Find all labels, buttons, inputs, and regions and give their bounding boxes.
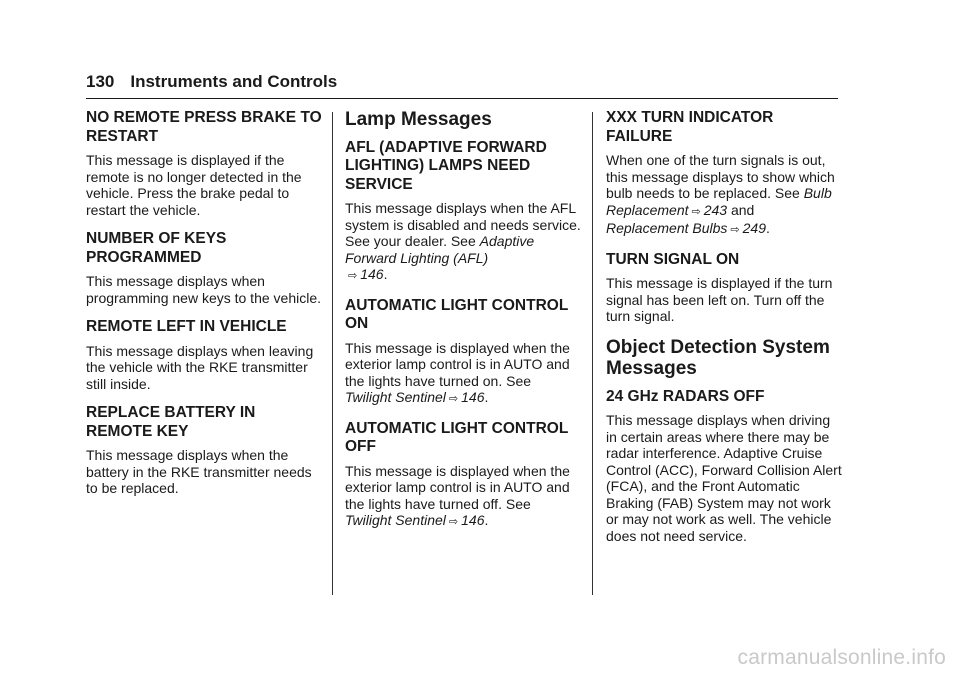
cross-reference-link[interactable]: Replacement Bulbs xyxy=(606,220,728,236)
major-section-title: Lamp Messages xyxy=(345,109,492,130)
cross-reference-link[interactable]: Bulb Replacement xyxy=(606,185,832,218)
page-reference[interactable]: 243 xyxy=(703,201,728,218)
column-1 xyxy=(86,109,322,509)
column-3 xyxy=(606,109,842,556)
page-number: 130 xyxy=(86,72,115,91)
column-divider xyxy=(332,112,333,595)
page-reference[interactable]: 146 xyxy=(461,512,485,528)
page-reference[interactable]: 146 xyxy=(461,389,485,405)
column-divider xyxy=(592,112,593,595)
chapter-title: Instruments and Controls xyxy=(130,72,338,91)
page-ref-arrow-icon: ⇨ xyxy=(691,205,701,218)
cross-reference-link[interactable]: Twilight Sentinel xyxy=(345,512,446,528)
watermark: carmanualsonline.info xyxy=(737,646,946,669)
section-body: This message is displayed when the exterior lamp control is in AUTO and the lights have turned off. See Twilight Sentinel ⇨ 146. xyxy=(345,462,570,528)
section-heading: AUTOMATIC LIGHT CONTROL ON xyxy=(345,296,569,332)
section-heading: TURN SIGNAL ON xyxy=(606,250,740,268)
section-heading: REPLACE BATTERY IN REMOTE KEY xyxy=(86,404,256,440)
page-ref-arrow-icon: ⇨ xyxy=(348,270,358,282)
cross-reference-link[interactable]: Twilight Sentinel xyxy=(345,389,446,405)
section-body: This message is displayed when the exterior lamp control is in AUTO and the lights have turned on. See Twilight Sentinel ⇨ 146. xyxy=(345,339,570,405)
section-body: This message is displayed if the remote is no longer detected in the vehicle. Press the brake pedal to restart the vehicle. xyxy=(86,152,302,218)
section-heading: 24 GHz RADARS OFF xyxy=(606,387,765,405)
page-reference[interactable]: 146 xyxy=(360,266,384,282)
page-ref-arrow-icon: ⇨ xyxy=(730,224,740,236)
section-heading: REMOTE LEFT IN VEHICLE xyxy=(86,318,287,335)
major-section-title: Object Detection System Messages xyxy=(606,336,830,379)
page-reference[interactable]: 249 xyxy=(742,220,766,236)
section-body: This message displays when the battery in the RKE transmitter needs to be replaced. xyxy=(86,447,312,496)
section-heading: AFL (ADAPTIVE FORWARD LIGHTING) LAMPS NEED SERVICE xyxy=(345,138,547,193)
cross-reference-link[interactable]: Adaptive Forward Lighting (AFL) xyxy=(345,233,535,266)
section-body: This message displays when driving in certain areas where there may be radar interference. Adaptive Cruise Control (ACC), Forward Collision Alert (FCA), and the Front Automatic Braking (FAB) System may not work or may not work as well. The vehicle does not need service. xyxy=(606,412,842,544)
section-heading: NO REMOTE PRESS BRAKE TO RESTART xyxy=(86,109,322,145)
section-body: This message is displayed if the turn signal has been left on. Turn off the turn signal. xyxy=(606,275,833,324)
section-heading: XXX TURN INDICATOR FAILURE xyxy=(606,109,774,145)
page-header xyxy=(86,72,838,92)
page-ref-arrow-icon: ⇨ xyxy=(448,393,459,405)
header-rule xyxy=(86,98,838,99)
page-ref-arrow-icon: ⇨ xyxy=(448,516,459,528)
section-body: This message displays when the AFL system is disabled and needs service. See your dealer. See Adaptive Forward Lighting (AFL) ⇨ 146. xyxy=(345,200,581,282)
section-body: This message displays when programming new keys to the vehicle. xyxy=(86,273,321,306)
section-heading: AUTOMATIC LIGHT CONTROL OFF xyxy=(345,419,569,455)
column-2 xyxy=(345,109,581,543)
section-heading: NUMBER OF KEYS PROGRAMMED xyxy=(86,230,227,266)
section-body: When one of the turn signals is out, this message displays to show which bulb needs to be replaced. See Bulb Replacement ⇨ 243 and Replacement Bulbs ⇨ 249. xyxy=(606,152,835,236)
section-body: This message displays when leaving the vehicle with the RKE transmitter still inside. xyxy=(86,342,314,392)
